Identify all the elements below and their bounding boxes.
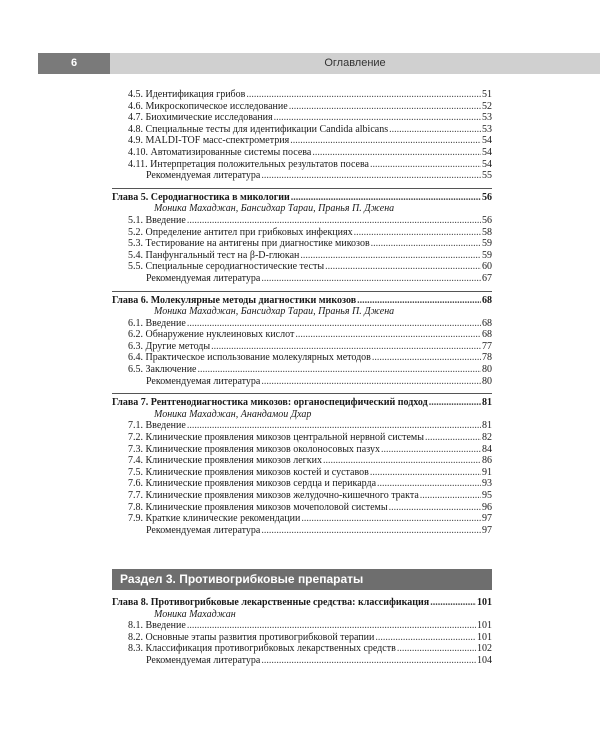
toc-entry[interactable]: 6.1. Введение ..... 68 [112,318,492,330]
toc-entry[interactable]: 8.2. Основные этапы развития противогрибковой терапии ..... 101 [112,632,492,644]
toc-entry[interactable]: 5.4. Панфунгальный тест на β-D-глюкан ..... 59 [112,250,492,262]
toc-entry-references[interactable]: Рекомендуемая литература ..... 55 [112,170,492,182]
toc-entry[interactable]: 7.5. Клинические проявления микозов костей и суставов ..... 91 [112,467,492,479]
toc-entry[interactable]: 4.9. MALDI-TOF масс-спектрометрия ..... 54 [112,135,492,147]
toc-entry[interactable]: 5.2. Определение антител при грибковых инфекциях ..... 58 [112,227,492,239]
toc-entry[interactable]: 6.4. Практическое использование молекулярных методов ..... 78 [112,352,492,364]
toc-entry[interactable]: 7.9. Краткие клинические рекомендации ..... 97 [112,513,492,525]
toc-entry[interactable]: 7.1. Введение ..... 81 [112,420,492,432]
running-title: Оглавление [324,57,386,69]
page-number: 6 [38,53,110,74]
toc-entry[interactable]: 5.3. Тестирование на антигены при диагностике микозов ..... 59 [112,238,492,250]
toc-entry[interactable]: 7.2. Клинические проявления микозов центральной нервной системы ..... 82 [112,432,492,444]
table-of-contents [112,89,492,536]
toc-entry[interactable]: 4.8. Специальные тесты для идентификации Candida albicans ..... 53 [112,124,492,136]
toc-entry[interactable]: 7.3. Клинические проявления микозов околоносовых пазух ..... 84 [112,444,492,456]
chapter-title[interactable]: Глава 8. Противогрибковые лекарственные средства: классификация ..... 101 [112,597,492,609]
chapter-authors: Моника Махаджан [154,608,236,620]
toc-entry[interactable]: 6.3. Другие методы ..... 77 [112,341,492,353]
chapter-title[interactable]: Глава 7. Рентгенодиагностика микозов: органоспецифический подход ..... 81 [112,397,492,409]
toc-entry[interactable]: 6.5. Заключение ..... 80 [112,364,492,376]
toc-entry[interactable]: 4.5. Идентификация грибов ..... 51 [112,89,492,101]
toc-entry[interactable]: 6.2. Обнаружение нуклеиновых кислот ..... 68 [112,329,492,341]
chapter-authors: Моника Махаджан, Анандамои Дхар [154,408,312,420]
running-header [38,53,600,74]
chapter-authors: Моника Махаджан, Бансидхар Тараи, Пранья П. Джена [154,203,395,215]
toc-entry[interactable]: 8.3. Классификация противогрибковых лекарственных средств ..... 102 [112,643,492,655]
toc-entry[interactable]: 4.10. Автоматизированные системы посева ..... 54 [112,147,492,159]
toc-entry[interactable]: 8.1. Введение ..... 101 [112,620,492,632]
chapter-authors: Моника Махаджан, Бансидхар Тараи, Пранья П. Джена [154,306,395,318]
toc-entry[interactable]: 7.7. Клинические проявления микозов желудочно-кишечного тракта ..... 95 [112,490,492,502]
toc-entry[interactable]: 7.6. Клинические проявления микозов сердца и перикарда ..... 93 [112,478,492,490]
toc-entry-references[interactable]: Рекомендуемая литература ..... 67 [112,273,492,285]
toc-entry[interactable]: 5.1. Введение ..... 56 [112,215,492,227]
toc-entry[interactable]: 4.11. Интерпретация положительных результатов посева ..... 54 [112,159,492,171]
section-heading: Раздел 3. Противогрибковые препараты [112,569,492,590]
toc-entry[interactable]: 4.6. Микроскопическое исследование ..... 52 [112,101,492,113]
toc-entry[interactable]: 4.7. Биохимические исследования ..... 53 [112,112,492,124]
toc-entry[interactable]: 7.4. Клинические проявления микозов легких ..... 86 [112,455,492,467]
toc-entry-references[interactable]: Рекомендуемая литература ..... 104 [112,655,492,667]
toc-entry[interactable]: 5.5. Специальные серодиагностические тесты ..... 60 [112,261,492,273]
chapter-title[interactable]: Глава 6. Молекулярные методы диагностики микозов ..... 68 [112,295,492,307]
toc-entry[interactable]: 7.8. Клинические проявления микозов мочеполовой системы ..... 96 [112,502,492,514]
chapter-title[interactable]: Глава 5. Серодиагностика в микологии ..... 56 [112,192,492,204]
table-of-contents-section-3 [112,597,492,667]
toc-entry-references[interactable]: Рекомендуемая литература ..... 80 [112,376,492,388]
toc-entry-references[interactable]: Рекомендуемая литература ..... 97 [112,525,492,537]
